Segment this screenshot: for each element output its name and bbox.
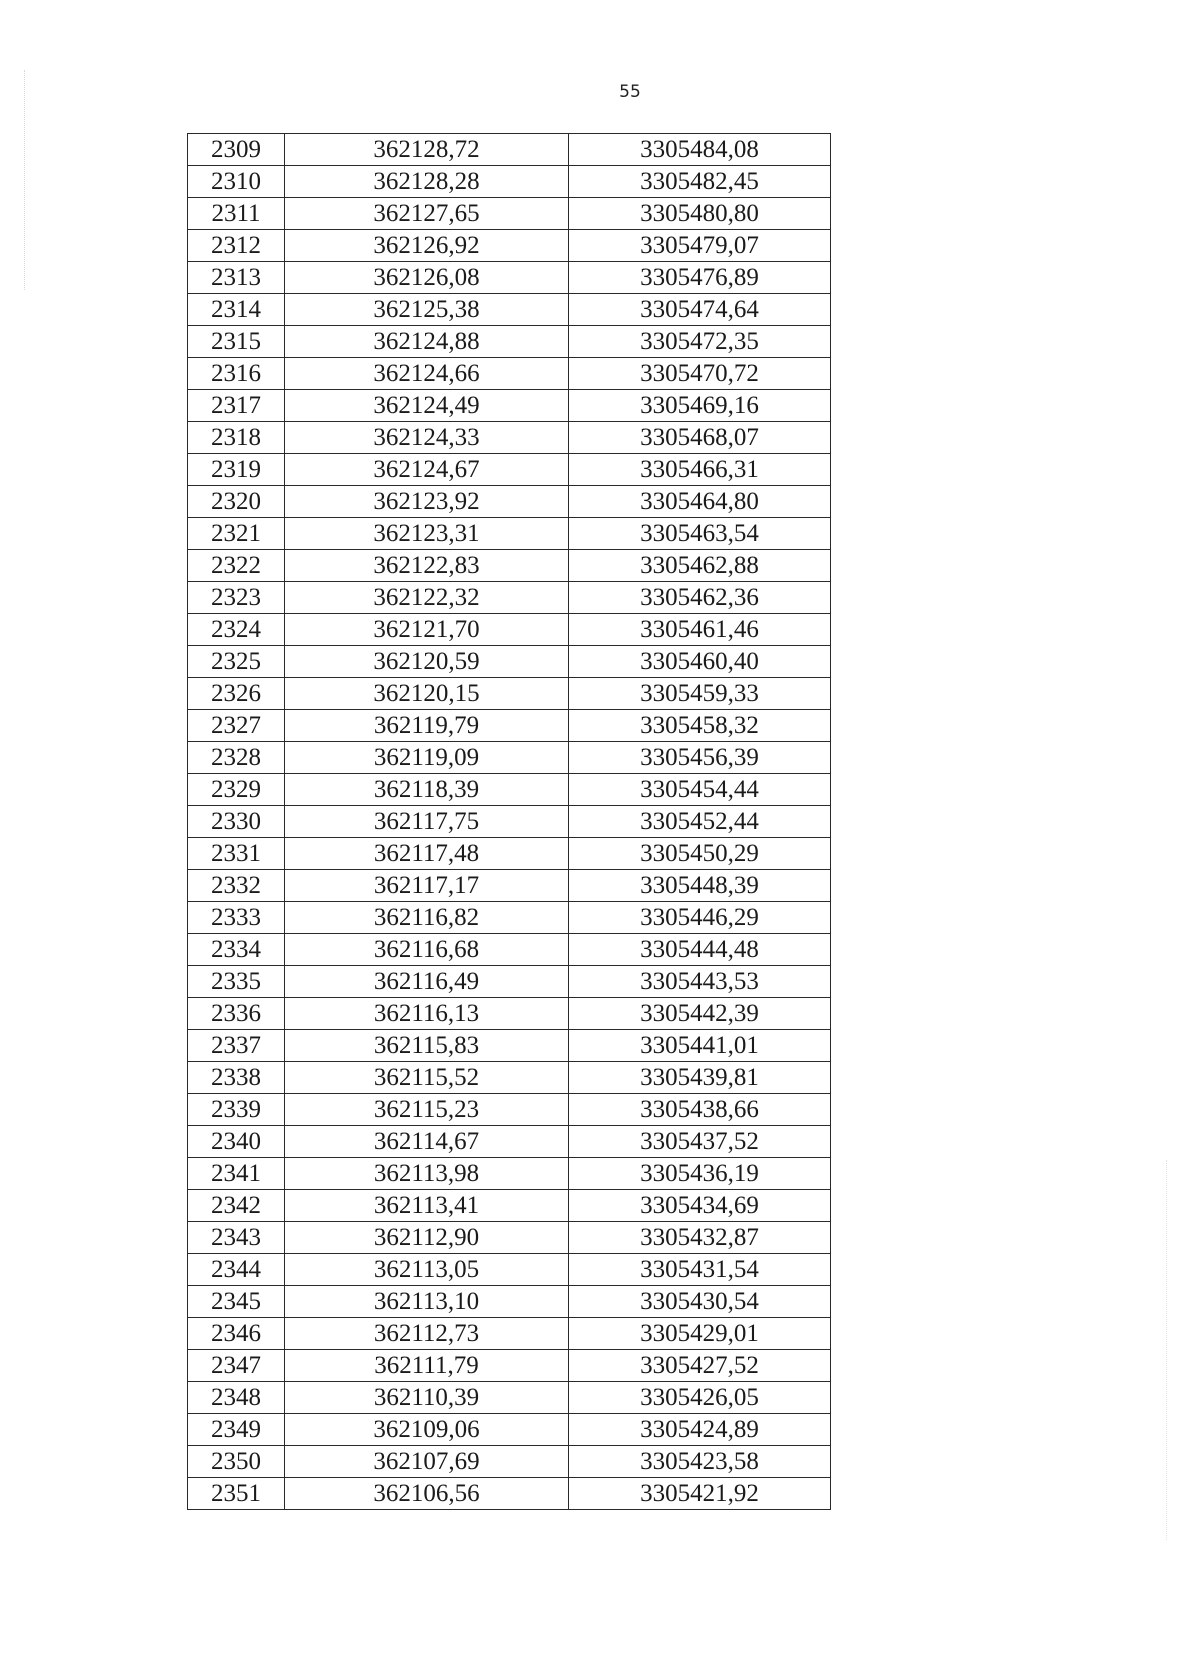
table-row bbox=[188, 1382, 831, 1414]
table-row bbox=[188, 998, 831, 1030]
table-row bbox=[188, 1446, 831, 1478]
x-coordinate-cell: 362121,70 bbox=[285, 614, 569, 646]
coordinate-table bbox=[187, 133, 831, 1510]
table-row bbox=[188, 1222, 831, 1254]
y-coordinate-cell: 3305432,87 bbox=[569, 1222, 831, 1254]
x-coordinate-cell: 362115,23 bbox=[285, 1094, 569, 1126]
x-coordinate-cell: 362115,52 bbox=[285, 1062, 569, 1094]
y-coordinate-cell: 3305460,40 bbox=[569, 646, 831, 678]
y-coordinate-cell: 3305462,36 bbox=[569, 582, 831, 614]
x-coordinate-cell: 362117,75 bbox=[285, 806, 569, 838]
x-coordinate-cell: 362113,10 bbox=[285, 1286, 569, 1318]
scan-margin-mark-left bbox=[24, 70, 25, 290]
point-number-cell: 2312 bbox=[188, 230, 285, 262]
y-coordinate-cell: 3305450,29 bbox=[569, 838, 831, 870]
y-coordinate-cell: 3305443,53 bbox=[569, 966, 831, 998]
point-number-cell: 2318 bbox=[188, 422, 285, 454]
y-coordinate-cell: 3305452,44 bbox=[569, 806, 831, 838]
x-coordinate-cell: 362126,08 bbox=[285, 262, 569, 294]
y-coordinate-cell: 3305446,29 bbox=[569, 902, 831, 934]
y-coordinate-cell: 3305461,46 bbox=[569, 614, 831, 646]
y-coordinate-cell: 3305459,33 bbox=[569, 678, 831, 710]
table-row bbox=[188, 1286, 831, 1318]
table-row bbox=[188, 358, 831, 390]
y-coordinate-cell: 3305431,54 bbox=[569, 1254, 831, 1286]
point-number-cell: 2335 bbox=[188, 966, 285, 998]
point-number-cell: 2340 bbox=[188, 1126, 285, 1158]
x-coordinate-cell: 362106,56 bbox=[285, 1478, 569, 1510]
table-row bbox=[188, 454, 831, 486]
table-row bbox=[188, 1158, 831, 1190]
x-coordinate-cell: 362120,59 bbox=[285, 646, 569, 678]
point-number-cell: 2317 bbox=[188, 390, 285, 422]
y-coordinate-cell: 3305458,32 bbox=[569, 710, 831, 742]
table-row bbox=[188, 230, 831, 262]
x-coordinate-cell: 362116,13 bbox=[285, 998, 569, 1030]
x-coordinate-cell: 362123,92 bbox=[285, 486, 569, 518]
x-coordinate-cell: 362113,05 bbox=[285, 1254, 569, 1286]
x-coordinate-cell: 362119,79 bbox=[285, 710, 569, 742]
point-number-cell: 2342 bbox=[188, 1190, 285, 1222]
x-coordinate-cell: 362109,06 bbox=[285, 1414, 569, 1446]
point-number-cell: 2350 bbox=[188, 1446, 285, 1478]
scan-margin-mark-right bbox=[1166, 1160, 1167, 1540]
y-coordinate-cell: 3305423,58 bbox=[569, 1446, 831, 1478]
table-row bbox=[188, 870, 831, 902]
x-coordinate-cell: 362123,31 bbox=[285, 518, 569, 550]
table-row bbox=[188, 774, 831, 806]
table-row bbox=[188, 710, 831, 742]
point-number-cell: 2345 bbox=[188, 1286, 285, 1318]
table-row bbox=[188, 678, 831, 710]
point-number-cell: 2341 bbox=[188, 1158, 285, 1190]
table-row bbox=[188, 198, 831, 230]
x-coordinate-cell: 362107,69 bbox=[285, 1446, 569, 1478]
table-row bbox=[188, 1190, 831, 1222]
x-coordinate-cell: 362122,83 bbox=[285, 550, 569, 582]
x-coordinate-cell: 362111,79 bbox=[285, 1350, 569, 1382]
y-coordinate-cell: 3305441,01 bbox=[569, 1030, 831, 1062]
y-coordinate-cell: 3305462,88 bbox=[569, 550, 831, 582]
table-row bbox=[188, 934, 831, 966]
y-coordinate-cell: 3305469,16 bbox=[569, 390, 831, 422]
x-coordinate-cell: 362125,38 bbox=[285, 294, 569, 326]
table-row bbox=[188, 518, 831, 550]
y-coordinate-cell: 3305434,69 bbox=[569, 1190, 831, 1222]
page-number: 55 bbox=[619, 82, 641, 102]
table-row bbox=[188, 486, 831, 518]
x-coordinate-cell: 362127,65 bbox=[285, 198, 569, 230]
table-row bbox=[188, 262, 831, 294]
point-number-cell: 2328 bbox=[188, 742, 285, 774]
y-coordinate-cell: 3305437,52 bbox=[569, 1126, 831, 1158]
x-coordinate-cell: 362124,49 bbox=[285, 390, 569, 422]
table-row bbox=[188, 902, 831, 934]
x-coordinate-cell: 362124,66 bbox=[285, 358, 569, 390]
table-row bbox=[188, 838, 831, 870]
table-row bbox=[188, 1126, 831, 1158]
point-number-cell: 2309 bbox=[188, 134, 285, 166]
table-row bbox=[188, 1254, 831, 1286]
point-number-cell: 2314 bbox=[188, 294, 285, 326]
table-row bbox=[188, 1030, 831, 1062]
x-coordinate-cell: 362119,09 bbox=[285, 742, 569, 774]
x-coordinate-cell: 362114,67 bbox=[285, 1126, 569, 1158]
x-coordinate-cell: 362116,68 bbox=[285, 934, 569, 966]
table-row bbox=[188, 614, 831, 646]
table-row bbox=[188, 1414, 831, 1446]
y-coordinate-cell: 3305456,39 bbox=[569, 742, 831, 774]
x-coordinate-cell: 362124,67 bbox=[285, 454, 569, 486]
table-row bbox=[188, 1094, 831, 1126]
x-coordinate-cell: 362122,32 bbox=[285, 582, 569, 614]
x-coordinate-cell: 362116,82 bbox=[285, 902, 569, 934]
y-coordinate-cell: 3305438,66 bbox=[569, 1094, 831, 1126]
point-number-cell: 2334 bbox=[188, 934, 285, 966]
x-coordinate-cell: 362112,73 bbox=[285, 1318, 569, 1350]
y-coordinate-cell: 3305484,08 bbox=[569, 134, 831, 166]
point-number-cell: 2316 bbox=[188, 358, 285, 390]
x-coordinate-cell: 362117,48 bbox=[285, 838, 569, 870]
x-coordinate-cell: 362118,39 bbox=[285, 774, 569, 806]
x-coordinate-cell: 362113,41 bbox=[285, 1190, 569, 1222]
table-row bbox=[188, 422, 831, 454]
x-coordinate-cell: 362110,39 bbox=[285, 1382, 569, 1414]
y-coordinate-cell: 3305468,07 bbox=[569, 422, 831, 454]
y-coordinate-cell: 3305476,89 bbox=[569, 262, 831, 294]
point-number-cell: 2337 bbox=[188, 1030, 285, 1062]
table-row bbox=[188, 806, 831, 838]
table-row bbox=[188, 582, 831, 614]
x-coordinate-cell: 362116,49 bbox=[285, 966, 569, 998]
y-coordinate-cell: 3305444,48 bbox=[569, 934, 831, 966]
point-number-cell: 2310 bbox=[188, 166, 285, 198]
point-number-cell: 2324 bbox=[188, 614, 285, 646]
point-number-cell: 2339 bbox=[188, 1094, 285, 1126]
point-number-cell: 2319 bbox=[188, 454, 285, 486]
point-number-cell: 2320 bbox=[188, 486, 285, 518]
y-coordinate-cell: 3305424,89 bbox=[569, 1414, 831, 1446]
point-number-cell: 2315 bbox=[188, 326, 285, 358]
x-coordinate-cell: 362117,17 bbox=[285, 870, 569, 902]
point-number-cell: 2323 bbox=[188, 582, 285, 614]
coordinate-table-body bbox=[188, 134, 831, 1510]
y-coordinate-cell: 3305421,92 bbox=[569, 1478, 831, 1510]
y-coordinate-cell: 3305429,01 bbox=[569, 1318, 831, 1350]
table-row bbox=[188, 646, 831, 678]
point-number-cell: 2349 bbox=[188, 1414, 285, 1446]
table-row bbox=[188, 294, 831, 326]
x-coordinate-cell: 362115,83 bbox=[285, 1030, 569, 1062]
point-number-cell: 2346 bbox=[188, 1318, 285, 1350]
x-coordinate-cell: 362124,88 bbox=[285, 326, 569, 358]
y-coordinate-cell: 3305464,80 bbox=[569, 486, 831, 518]
table-row bbox=[188, 134, 831, 166]
y-coordinate-cell: 3305479,07 bbox=[569, 230, 831, 262]
table-row bbox=[188, 742, 831, 774]
y-coordinate-cell: 3305448,39 bbox=[569, 870, 831, 902]
y-coordinate-cell: 3305427,52 bbox=[569, 1350, 831, 1382]
y-coordinate-cell: 3305472,35 bbox=[569, 326, 831, 358]
point-number-cell: 2321 bbox=[188, 518, 285, 550]
point-number-cell: 2333 bbox=[188, 902, 285, 934]
y-coordinate-cell: 3305474,64 bbox=[569, 294, 831, 326]
x-coordinate-cell: 362120,15 bbox=[285, 678, 569, 710]
point-number-cell: 2325 bbox=[188, 646, 285, 678]
y-coordinate-cell: 3305436,19 bbox=[569, 1158, 831, 1190]
x-coordinate-cell: 362113,98 bbox=[285, 1158, 569, 1190]
x-coordinate-cell: 362128,28 bbox=[285, 166, 569, 198]
point-number-cell: 2336 bbox=[188, 998, 285, 1030]
y-coordinate-cell: 3305466,31 bbox=[569, 454, 831, 486]
y-coordinate-cell: 3305480,80 bbox=[569, 198, 831, 230]
y-coordinate-cell: 3305442,39 bbox=[569, 998, 831, 1030]
table-row bbox=[188, 550, 831, 582]
point-number-cell: 2313 bbox=[188, 262, 285, 294]
table-row bbox=[188, 1478, 831, 1510]
point-number-cell: 2311 bbox=[188, 198, 285, 230]
point-number-cell: 2326 bbox=[188, 678, 285, 710]
point-number-cell: 2330 bbox=[188, 806, 285, 838]
y-coordinate-cell: 3305463,54 bbox=[569, 518, 831, 550]
table-row bbox=[188, 390, 831, 422]
y-coordinate-cell: 3305482,45 bbox=[569, 166, 831, 198]
x-coordinate-cell: 362128,72 bbox=[285, 134, 569, 166]
point-number-cell: 2351 bbox=[188, 1478, 285, 1510]
y-coordinate-cell: 3305470,72 bbox=[569, 358, 831, 390]
table-row bbox=[188, 1318, 831, 1350]
point-number-cell: 2338 bbox=[188, 1062, 285, 1094]
point-number-cell: 2331 bbox=[188, 838, 285, 870]
point-number-cell: 2348 bbox=[188, 1382, 285, 1414]
point-number-cell: 2344 bbox=[188, 1254, 285, 1286]
point-number-cell: 2347 bbox=[188, 1350, 285, 1382]
y-coordinate-cell: 3305454,44 bbox=[569, 774, 831, 806]
table-row bbox=[188, 326, 831, 358]
x-coordinate-cell: 362112,90 bbox=[285, 1222, 569, 1254]
table-row bbox=[188, 1062, 831, 1094]
point-number-cell: 2329 bbox=[188, 774, 285, 806]
y-coordinate-cell: 3305439,81 bbox=[569, 1062, 831, 1094]
y-coordinate-cell: 3305426,05 bbox=[569, 1382, 831, 1414]
table-row bbox=[188, 1350, 831, 1382]
x-coordinate-cell: 362124,33 bbox=[285, 422, 569, 454]
table-row bbox=[188, 966, 831, 998]
point-number-cell: 2322 bbox=[188, 550, 285, 582]
table-row bbox=[188, 166, 831, 198]
point-number-cell: 2327 bbox=[188, 710, 285, 742]
y-coordinate-cell: 3305430,54 bbox=[569, 1286, 831, 1318]
point-number-cell: 2332 bbox=[188, 870, 285, 902]
x-coordinate-cell: 362126,92 bbox=[285, 230, 569, 262]
point-number-cell: 2343 bbox=[188, 1222, 285, 1254]
